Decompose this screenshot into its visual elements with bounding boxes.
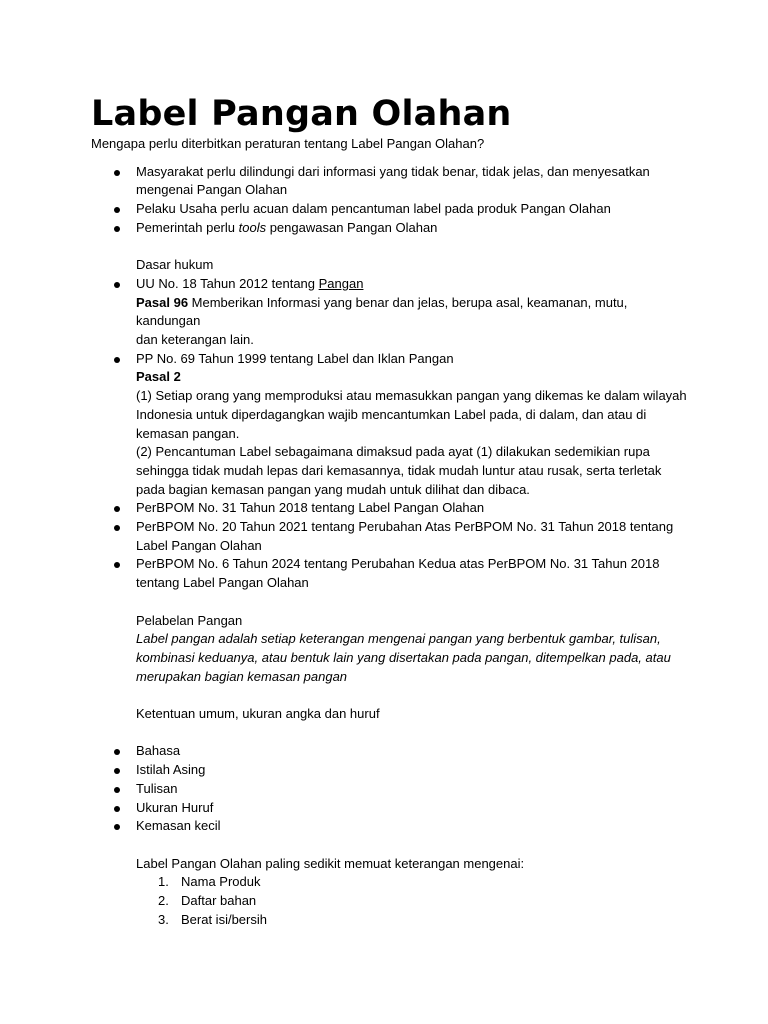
numbered-item-1: 1. Nama Produk <box>158 874 261 890</box>
bullet-icon <box>114 207 120 213</box>
bullet-icon <box>114 170 120 176</box>
bullet-icon <box>114 749 120 755</box>
numbered-item-3: 3. Berat isi/bersih <box>158 911 267 927</box>
list-item-perbpom-2021: PerBPOM No. 20 Tahun 2021 tentang Perubahan Atas PerBPOM No. 31 Tahun 2018 tentang Label Pangan Olahan <box>91 518 691 555</box>
bullet-icon <box>114 562 120 568</box>
list-item-reason-2: Pelaku Usaha perlu acuan dalam pencantuman label pada produk Pangan Olahan <box>91 200 691 219</box>
list-item-reason-3: Pemerintah perlu tools pengawasan Pangan Olahan <box>91 219 691 238</box>
list-item-reason-1: Masyarakat perlu dilindungi dari informasi yang tidak benar, tidak jelas, dan menyesatkan mengenai Pangan Olahan <box>91 163 691 200</box>
numbered-item-2: 2. Daftar bahan <box>158 893 257 909</box>
bullet-icon <box>114 787 120 793</box>
minimal-heading: Label Pangan Olahan paling sedikit memuat keterangan mengenai: <box>136 855 525 871</box>
bullet-icon <box>114 768 120 774</box>
list-item-pp: PP No. 69 Tahun 1999 tentang Label dan Iklan Pangan Pasal 2 (1) Setiap orang yang memproduksi atau memasukkan pangan yang dikemas ke dalam wilayah Indonesia untuk diperdagangkan wajib mencantumkan Label pada, di dalam, dan atau di kemasan pangan. (2) Pencantuman Label sebagaimana dimaksud pada ayat (1) dilakukan sedemikian rupa sehingga tidak mudah lepas dari kemasannya, tidak mudah luntur atau rusak, serta terletak pada bagian kemasan pangan yang mudah untuk dilihat dan dibaca. <box>91 350 691 500</box>
pangan-link[interactable]: Pangan <box>318 275 364 291</box>
bullet-icon <box>114 506 120 512</box>
list-item-ukuran-huruf: Ukuran Huruf <box>91 799 691 818</box>
document-title: Label Pangan Olahan <box>91 94 512 134</box>
document-body <box>91 135 691 929</box>
subtitle-question: Mengapa perlu diterbitkan peraturan tentang Label Pangan Olahan? <box>91 136 485 151</box>
bullet-icon <box>114 824 120 830</box>
list-item-perbpom-2018: PerBPOM No. 31 Tahun 2018 tentang Label Pangan Olahan <box>91 499 691 518</box>
dasar-hukum-heading: Dasar hukum <box>136 257 214 273</box>
ketentuan-heading: Ketentuan umum, ukuran angka dan huruf <box>136 706 380 722</box>
bullet-icon <box>114 282 120 288</box>
bullet-icon <box>114 357 120 363</box>
bullet-icon <box>114 226 120 232</box>
bullet-icon <box>114 525 120 531</box>
bullet-icon <box>114 806 120 812</box>
list-item-istilah-asing: Istilah Asing <box>91 761 691 780</box>
pelabelan-definition: Label pangan adalah setiap keterangan mengenai pangan yang berbentuk gambar, tulisan, kombinasi keduanya, atau bentuk lain yang disertakan pada pangan, ditempelkan pada, atau merupakan bagian kemasan pangan <box>136 631 671 684</box>
list-item-kemasan-kecil: Kemasan kecil <box>91 817 691 836</box>
list-item-perbpom-2024: PerBPOM No. 6 Tahun 2024 tentang Perubahan Kedua atas PerBPOM No. 31 Tahun 2018 tentang Label Pangan Olahan <box>91 555 691 592</box>
list-item-tulisan: Tulisan <box>91 780 691 799</box>
pelabelan-heading: Pelabelan Pangan <box>136 612 243 628</box>
list-item-bahasa: Bahasa <box>91 742 691 761</box>
list-item-uu: UU No. 18 Tahun 2012 tentang Pangan Pasal 96 Memberikan Informasi yang benar dan jelas, berupa asal, keamanan, mutu, kandungan dan keterangan lain. <box>91 275 691 350</box>
